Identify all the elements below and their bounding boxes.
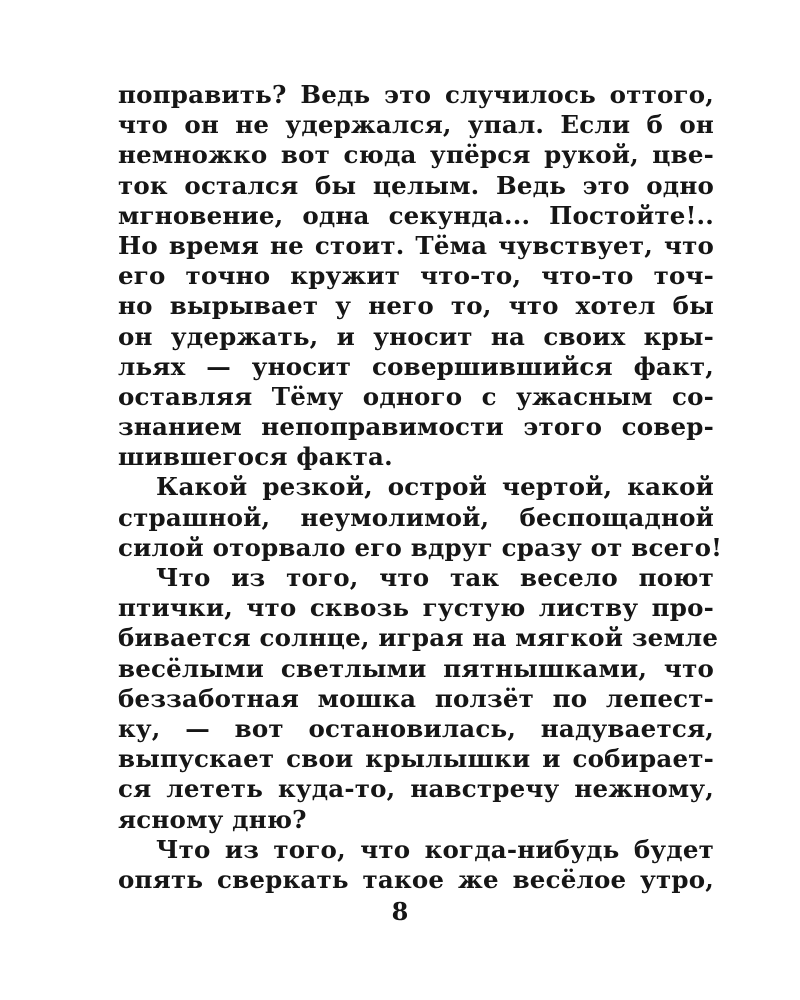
text-line: опять сверкать такое же весёлое утро, [118,864,714,894]
text-line: силой оторвало его вдруг сразу от всего! [118,532,723,562]
text-line: выпускает свои крылышки и собирает- [118,744,714,774]
text-line: его точно кружит что-то, что-то точ- [118,261,714,291]
text-line: страшной, неумолимой, беспощадной [118,502,714,532]
text-line: но вырывает у него то, что хотел бы [118,291,714,321]
text-line: он удержать, и уносит на своих кры- [118,321,714,351]
text-line: оставляя Тёму одного с ужасным со- [118,381,714,411]
text-line: бивается солнце, играя на мягкой земле [118,623,719,653]
text-line: Что из того, что так весело поют [156,563,714,592]
text-line: ток остался бы целым. Ведь это одно [118,170,714,200]
text-line: ясному дню? [118,804,307,834]
text-line: немножко вот сюда упёрся рукой, цве- [118,140,714,170]
text-line: мгновение, одна секунда... Постойте!.. [118,200,714,230]
body-text [118,80,723,895]
text-line: что он не удержался, упал. Если б он [118,110,714,140]
text-line: ся лететь куда-то, навстречу нежному, [118,774,714,804]
text-line: поправить? Ведь это случилось оттого, [118,80,714,109]
text-line: ку, — вот остановилась, надувается, [118,713,714,743]
text-line: льях — уносит совершившийся факт, [118,351,714,381]
text-line: весёлыми светлыми пятнышками, что [118,653,714,683]
text-line: птички, что сквозь густую листву про- [118,593,714,623]
page-number: 8 [391,897,409,926]
text-line: Но время не стоит. Тёма чувствует, что [118,230,714,260]
text-line: Что из того, что когда-нибудь будет [156,834,714,864]
text-line: знанием непоправимости этого совер- [118,412,714,442]
text-line: Какой резкой, острой чертой, какой [156,472,714,502]
text-line: шившегося факта. [118,442,393,472]
text-line: беззаботная мошка ползёт по лепест- [118,683,714,713]
